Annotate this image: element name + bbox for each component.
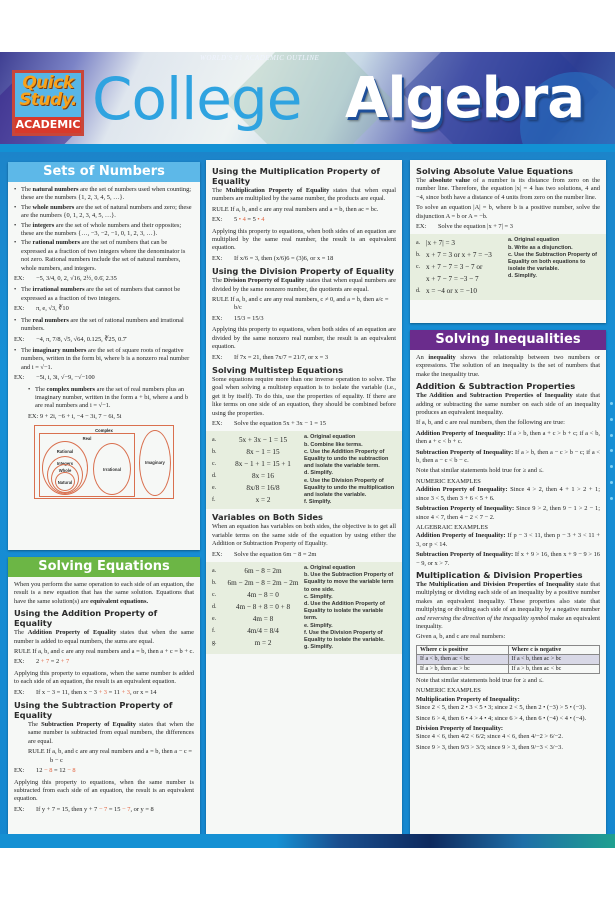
step-note: b. Use the Subtraction Property of Equality to move the variable term to one side. [304, 572, 394, 593]
subheading: Multiplication & Division Properties [416, 569, 583, 580]
absolute-value-steps [410, 234, 606, 300]
muldiv-definition: The Multiplication and Division Properties of Inequality state that multiplying or dividing each side of an inequality by a positive number makes an equivalent inequality. These properties also state that multiplying or dividing each side of an inequality by a negative number and reversing the direction of the inequality symbol make an equivalent inequality. [416, 580, 601, 630]
multiplication-example-1: Since 2 < 5, then 2 • 3 < 5 • 3; since 2 < 5, then 2 • (−3) > 5 • (−3). [416, 704, 587, 712]
multistep-example: EX: Solve the equation 5x + 3x − 1 = 15 [212, 419, 326, 427]
header-banner [0, 52, 615, 152]
subheading: Addition & Subtraction Properties [416, 381, 576, 392]
step-note: d. Simplify. [508, 273, 537, 280]
step-note: a. Original equation [304, 565, 356, 571]
multiplication-applying: Applying this property to equations, when both sides of an equation are multiplied by the same real number, the result is an equivalent equation. [212, 227, 396, 252]
step-row: a. 6m − 8 = 2m [212, 566, 282, 575]
sets-of-numbers-panel [8, 162, 200, 550]
step-row: g. m = 2 [212, 638, 272, 647]
muldiv-given: Given a, b, and c are real numbers: [416, 633, 506, 641]
solving-equations-panel [8, 557, 200, 840]
step-row: a. |x + 7| = 3 [416, 239, 455, 248]
subtraction-example-1: EX: 12 − 8 = 12 − 8 [14, 767, 76, 775]
subheading: Using the Addition Property of Equality [14, 608, 158, 629]
subheading: Using the Division Property of Equality [212, 266, 395, 277]
section-title: Solving Inequalities [410, 330, 606, 350]
logo-line-1: Quick [22, 73, 74, 93]
step-row: c. 4m − 8 = 0 [212, 590, 279, 599]
subheading: Variables on Both Sides [212, 512, 323, 523]
subheading: Using the Multiplication Property of Equality [212, 166, 381, 186]
step-row: x + 7 − 7 = −3 − 7 [426, 275, 479, 284]
multiplication-example-1: EX: 5 • 4 = 5 • 4 [212, 216, 265, 224]
step-row: c. x + 7 − 7 = 3 − 7 or [416, 263, 483, 272]
step-row: c. 8x − 1 + 1 = 15 + 1 [212, 460, 291, 469]
step-row: d. x = −4 or x = −10 [416, 287, 477, 296]
algebraic-examples-label: ALGEBRAIC EXAMPLES [416, 523, 488, 531]
complex-numbers-item: • The complex numbers are the set of real numbers plus an imaginary number, written in the form a + bi, where a and b are real numbers and i = √−1. [28, 386, 194, 411]
absolute-value-intro: The absolute value of a number is its distance from zero on the number line. Therefore, the equation |x| = 4 has two solutions, 4 and −4, since both have a distance of 4 units from zero on the number line. [416, 177, 600, 201]
numeric-examples-label: NUMERIC EXAMPLES [416, 477, 481, 485]
step-row: f. 4m/4 = 8/4 [212, 626, 279, 635]
subtraction-definition: The Subtraction Property of Equality states that when the same number is subtracted from equal numbers, the differences are equal. [28, 721, 194, 745]
addition-example-1: EX: 2 + 7 = 2 + 7 [14, 658, 70, 666]
step-row: e. 8x/8 = 16/8 [212, 484, 280, 493]
banner-strip [0, 144, 615, 152]
both-sides-steps [206, 562, 402, 654]
subheading: Solving Absolute Value Equations [416, 166, 574, 176]
irrational-example: EX: π, e, √3, ∛10 [14, 305, 69, 313]
algebraic-addition: Addition Property of Inequality: If p − 3 < 11, then p − 3 + 3 < 11 + 3, or p < 14. [416, 532, 600, 548]
inequality-table [416, 645, 600, 674]
number-sets-venn-diagram [34, 425, 174, 499]
rational-numbers-item: • The rational numbers are the set of numbers that can be expressed as a fraction of two integers where the denominator is not zero. Rational numbers include the set of natural numbers, whole numbers, and integers. [14, 239, 194, 273]
step-note: e. Simplify. [304, 622, 333, 629]
multistep-steps [206, 431, 402, 509]
numeric-addition: Addition Property of Inequality: Since 4 > 2, then 4 + 1 > 2 + 1; since 3 < 5, then 3 + 6 < 5 + 6. [416, 486, 600, 502]
step-note: c. Use the Subtraction Property of Equality on both equations to isolate the variable. [508, 251, 597, 273]
addsub-given: If a, b, and c are real numbers, then the following are true: [416, 419, 565, 427]
integers-item: • The integers are the set of whole numbers and their opposites; these are the numbers {…, −3, −2, −1, 0, 1, 2, 3, …}. [14, 222, 194, 239]
addition-rule: RULE If a, b, and c are any real numbers and a = b, then a + c = b + c. [14, 648, 194, 656]
addition-inequality: Addition Property of Inequality: If a > b, then a + c > b + c; if a < b, then a + c < b + c. [416, 429, 600, 446]
step-row: d. 4m − 8 + 8 = 0 + 8 [212, 602, 291, 611]
step-note: a. Original equation [508, 237, 560, 244]
table-header: Where c is positive [417, 645, 509, 654]
multistep-intro: Some equations require more than one inverse operation to solve. The goal when solving a multistep equation is to isolate the variable (i.e., get it by itself). To do this, use the properties of equality. If there are like terms on one side of an equation, they should be combined before using the properties. [212, 375, 396, 417]
step-note: e. Use the Division Property of Equality to undo the multiplication and isolate the variable. [304, 477, 395, 498]
addition-definition: The Addition Property of Equality states that when the same number is added to equal numbers, the sums are equal. [14, 629, 194, 645]
addsub-definition: The Addition and Subtraction Properties of Inequality state that adding or subtracting the same number on each side of an inequality produces an equivalent inequality. [416, 392, 600, 417]
complex-example: EX: 9 + 2i, −6 + i, −4 − 3i, 7 − 6i, 5i [28, 412, 122, 420]
subtraction-inequality: Subtraction Property of Inequality: If a > b, then a − c > b − c; if a < b, then a − c < b − c. [416, 448, 600, 465]
subheading: Using the Subtraction Property of Equality [14, 700, 173, 721]
solving-inequalities-panel [410, 330, 606, 840]
real-example: EX: −4, π, 7/8, √5, √64, 0.125, ∛25, 0.7̄ [14, 335, 126, 343]
step-note: c. Use the Addition Property of Equality to undo the subtraction and isolate the variable term. [304, 448, 389, 470]
addsub-note: Note that similar statements hold true for ≥ and ≤. [416, 467, 544, 475]
numeric-subtraction: Subtraction Property of Inequality: Since 9 > 2, then 9 − 1 > 2 − 1; since 4 < 7, then 4 − 2 < 7 − 2. [416, 505, 600, 521]
side-tab-marker [607, 396, 615, 506]
addition-example-2: EX: If x − 3 = 11, then x − 3 + 3 = 11 + 3, or x = 14 [14, 688, 157, 696]
division-example-1: EX: 15/3 = 15/3 [212, 314, 264, 322]
title-college: College [92, 65, 302, 133]
venn-whole: Whole [51, 464, 79, 493]
subtraction-example-2: EX: If y + 7 = 15, then y + 7 − 7 = 15 − 7, or y = 8 [14, 805, 154, 813]
inequality-intro: An inequality shows the relationship between two numbers or expressions. The solution of an inequality is the set of numbers that make the inequality true. [416, 354, 600, 378]
table-row: If a < b, then ac < bc If a < b, then ac > bc [417, 655, 600, 664]
division-rule: RULE If a, b, and c are any real numbers, c ≠ 0, and a = b, then a/c = b/c [212, 296, 389, 312]
addition-applying: Applying this property to equations, when the same number is added to each side of an equation, the result is an equivalent equation. [14, 669, 194, 686]
venn-real: Real [39, 433, 135, 497]
absolute-value-example: EX: Solve the equation |x + 7| = 3 [416, 223, 513, 231]
step-row: d. 8x = 16 [212, 472, 275, 481]
equations-intro: When you perform the same operation to each side of an equation, the result is a new equation that has the same solution. Equations that have the same solution(s) are equivalent equations. [14, 581, 194, 605]
quick-study-sheet [0, 52, 615, 848]
step-row: f. x = 2 [212, 496, 271, 505]
venn-natural: Natural [55, 472, 75, 491]
step-note: c. Simplify. [304, 593, 333, 600]
whole-numbers-item: • The whole numbers are the set of natural numbers and zero; these are the numbers {0, 1, 2, 3, 4, 5, …}. [14, 204, 194, 221]
venn-imaginary: Imaginary [139, 430, 171, 496]
rational-example: EX: −5, 3/4, 0, 2, √16, 2½, 0.6̄, 2.35 [14, 275, 117, 283]
both-sides-intro: When an equation has variables on both sides, the objective is to get all variable terms on the same side of the equation by using either the Addition or Subtraction Property of Equality. [212, 523, 396, 548]
absolute-value-panel [410, 160, 606, 323]
step-note: d. Use the Addition Property of Equality to isolate the variable term. [304, 601, 385, 622]
step-note: a. Original equation [304, 434, 356, 441]
venn-irrational: Irrational [93, 443, 131, 495]
step-note: b. Combine like terms. [304, 441, 363, 448]
multiplication-rule: RULE If a, b, and c are any real numbers and a = b, then ac = bc. [212, 205, 379, 213]
algebraic-subtraction: Subtraction Property of Inequality: If x + 9 > 16, then x + 9 − 9 > 16 − 9, or x > 7. [416, 551, 600, 567]
both-sides-example: EX: Solve the equation 6m − 8 = 2m [212, 550, 317, 558]
irrational-numbers-item: • The irrational numbers are the set of numbers that cannot be expressed as a fraction of two integers. [14, 286, 194, 303]
table-row: If a > b, then ac > bc If a > b, then ac < bc [417, 664, 600, 673]
multiplication-example-2: EX: If x/6 = 3, then (x/6)6 = (3)6, or x = 18 [212, 254, 334, 262]
multiplication-example-2: Since 6 > 4, then 6 • 4 > 4 • 4; since 6 > 4, then 6 • (−4) < 4 • (−4). [416, 714, 587, 722]
step-note: b. Write as a disjunction. [508, 244, 573, 251]
division-example-2: EX: If 7x = 21, then 7x/7 = 21/7, or x = 3 [212, 353, 329, 361]
division-applying: Applying this property to equations, when both sides of an equation are divided by the same nonzero real number, the result is an equivalent equation. [212, 326, 396, 351]
step-row: b. x + 7 = 3 or x + 7 = −3 [416, 251, 492, 260]
venn-complex-label: Complex [95, 428, 113, 434]
equality-properties-panel [206, 160, 402, 840]
logo-academic: ACADEMIC [15, 118, 81, 131]
numeric-examples-label: NUMERIC EXAMPLES [416, 687, 481, 695]
step-row: b. 8x − 1 = 15 [212, 448, 280, 457]
division-example-1: Since 4 < 6, then 4/2 < 6/2; since 4 < 6, then 4/−2 > 6/−2. [416, 733, 563, 741]
step-row: a. 5x + 3x − 1 = 15 [212, 436, 288, 445]
division-inequality-label: Division Property of Inequality: [416, 725, 504, 733]
table-header: Where c is negative [508, 645, 600, 654]
title-algebra: Algebra [345, 66, 585, 131]
real-numbers-item: • The real numbers are the set of rational numbers and irrational numbers. [14, 317, 194, 334]
natural-numbers-item: • The natural numbers are the set of numbers used when counting; these are the numbers {1, 2, 3, 4, 5, …}. [14, 186, 194, 203]
multiplication-definition: The Multiplication Property of Equality states that when equal numbers are multiplied by the same number, the products are equal. [212, 187, 396, 203]
division-example-2: Since 9 > 3, then 9/3 > 3/3; since 9 > 3, then 9/−3 < 3/−3. [416, 743, 563, 751]
division-definition: The Division Property of Equality states that when equal numbers are divided by the same nonzero number, the quotients are equal. [212, 277, 396, 293]
tagline: WORLD'S #1 ACADEMIC OUTLINE [200, 54, 320, 62]
step-note: f. Use the Division Property of Equality to isolate the variable. [304, 629, 385, 644]
subheading: Solving Multistep Equations [212, 364, 344, 375]
step-row: e. 4m = 8 [212, 614, 274, 623]
muldiv-note: Note that similar statements hold true for ≥ and ≤. [416, 677, 544, 684]
step-note: f. Simplify. [304, 499, 332, 506]
subtraction-applying: Applying this property to equations, when the same number is subtracted from each side of an equation, the result is an equivalent equation. [14, 778, 194, 803]
section-title: Sets of Numbers [8, 162, 200, 182]
absolute-value-method: To solve an equation |A| = b, where b is a positive number, solve the disjunction A = b or A = −b. [416, 204, 600, 220]
step-note: g. Simplify. [304, 644, 333, 651]
step-note: d. Simplify. [304, 470, 333, 477]
section-title: Solving Equations [8, 557, 200, 577]
venn-integers: Integers [47, 456, 83, 494]
step-row: b. 6m − 2m − 8 = 2m − 2m [212, 578, 299, 587]
quick-study-logo [12, 70, 84, 136]
subtraction-rule: RULE If a, b, and c are any real numbers and a = b, then a − c = b − c [28, 748, 192, 764]
multiplication-inequality-label: Multiplication Property of Inequality: [416, 695, 520, 703]
imaginary-example: EX: −5i, i, 3i, √−9, −√−100 [14, 374, 95, 382]
logo-line-2: Study. [19, 90, 77, 110]
imaginary-numbers-item: • The imaginary numbers are the set of square roots of negative numbers, written in the form bi, where b is a nonzero real number and i = √−1. [14, 347, 194, 372]
venn-rational: Rational [42, 441, 88, 495]
